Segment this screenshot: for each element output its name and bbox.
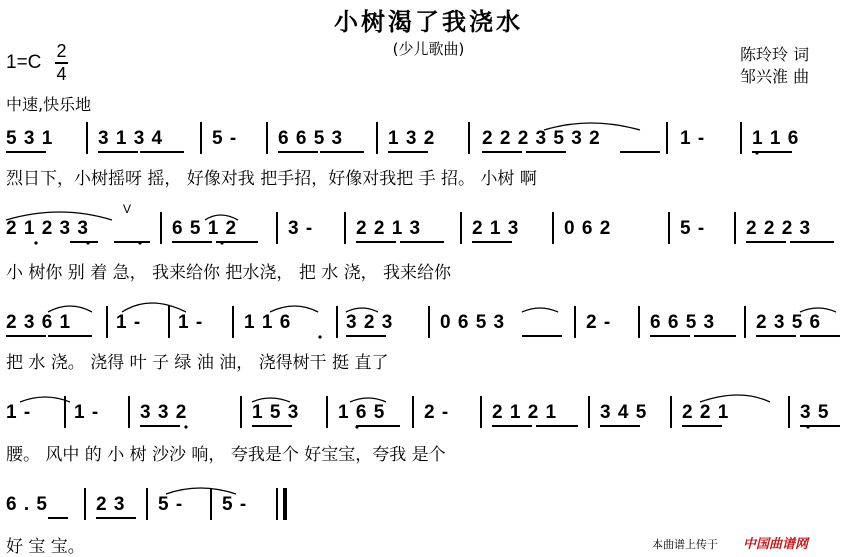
measure: 6 6 5 3 [650,312,716,333]
measure: 2 - [424,402,450,423]
measure: 2 1 2 1 [492,402,558,423]
measure: 1 - [74,402,100,423]
measure: 2 1 3 [472,218,520,239]
measure: 1 1 6 [244,312,292,333]
measure: 1 - [6,402,32,423]
measure: 1 6 5 [338,402,386,423]
measure: 2 2 1 3 [356,218,422,239]
lyric-line: 小 树你 别 着 急， 我来给你 把水浇， 把 水 浇， 我来给你 [6,263,452,283]
measure: 3 - [288,218,314,239]
measure: 3 4 5 [600,402,648,423]
time-top: 2 [56,41,67,61]
measure: 3 5 [800,402,830,423]
key-signature: 1=C [6,52,42,73]
time-bottom: 4 [56,63,67,84]
measure: 6 . 5 [6,494,48,515]
measure: 2 3 6 1 [6,312,72,333]
lyric-line: 好 宝 宝。 [6,537,85,557]
song-subtitle: (少儿歌曲) [392,40,465,58]
measure: 1 - [116,312,142,333]
measure: 1 5 3 [252,402,300,423]
measure: 3 1 3 4 [98,128,164,149]
measure: 1 1 6 [752,128,800,149]
measure: 2 1 2 3 3 [6,218,89,239]
lyricist-credit: 陈玲玲 词 [740,45,810,64]
breath-mark: V [123,202,132,216]
measure: 5 - [680,218,706,239]
measure: 2 2 2 3 5 3 2 [482,128,601,149]
lyric-line: 烈日下，小树摇呀 摇， 好像对我 把手招，好像对我把 手 招。 小树 啊 [6,169,537,189]
measure: 0 6 5 3 [440,312,506,333]
upload-note: 本曲谱上传于 [652,538,718,551]
song-title: 小树渴了我浇水 [334,8,523,36]
site-logo[interactable]: 中国曲谱网 [743,537,809,552]
measure: 5 - [158,494,184,515]
measure: 2 3 5 6 [756,312,822,333]
composer-credit: 邹兴淮 曲 [740,67,810,86]
measure: 2 2 2 3 [746,218,812,239]
measure: 2 - [586,312,612,333]
measure: 1 - [178,312,204,333]
measure: 1 3 2 [388,128,436,149]
tempo-marking: 中速,快乐地 [6,95,92,114]
measure: 5 - [222,494,248,515]
measure: 6 5 1 2 [172,218,238,239]
measure: 3 2 3 [346,312,394,333]
measure: 1 - [680,128,706,149]
measure: 5 - [212,128,238,149]
measure: 2 2 1 [682,402,730,423]
lyric-line: 腰。 风中 的 小 树 沙沙 响， 夸我是个 好宝宝，夸我 是个 [6,445,446,465]
lyric-line: 把 水 浇。 浇得 叶 子 绿 油 油， 浇得树干 挺 直了 [6,353,389,373]
measure: 6 6 5 3 [278,128,344,149]
measure: 2 3 [96,494,126,515]
measure: 3 3 2 [140,402,188,423]
measure: 5 3 1 [6,128,54,149]
time-signature [55,42,68,84]
measure: 0 6 2 [564,218,612,239]
